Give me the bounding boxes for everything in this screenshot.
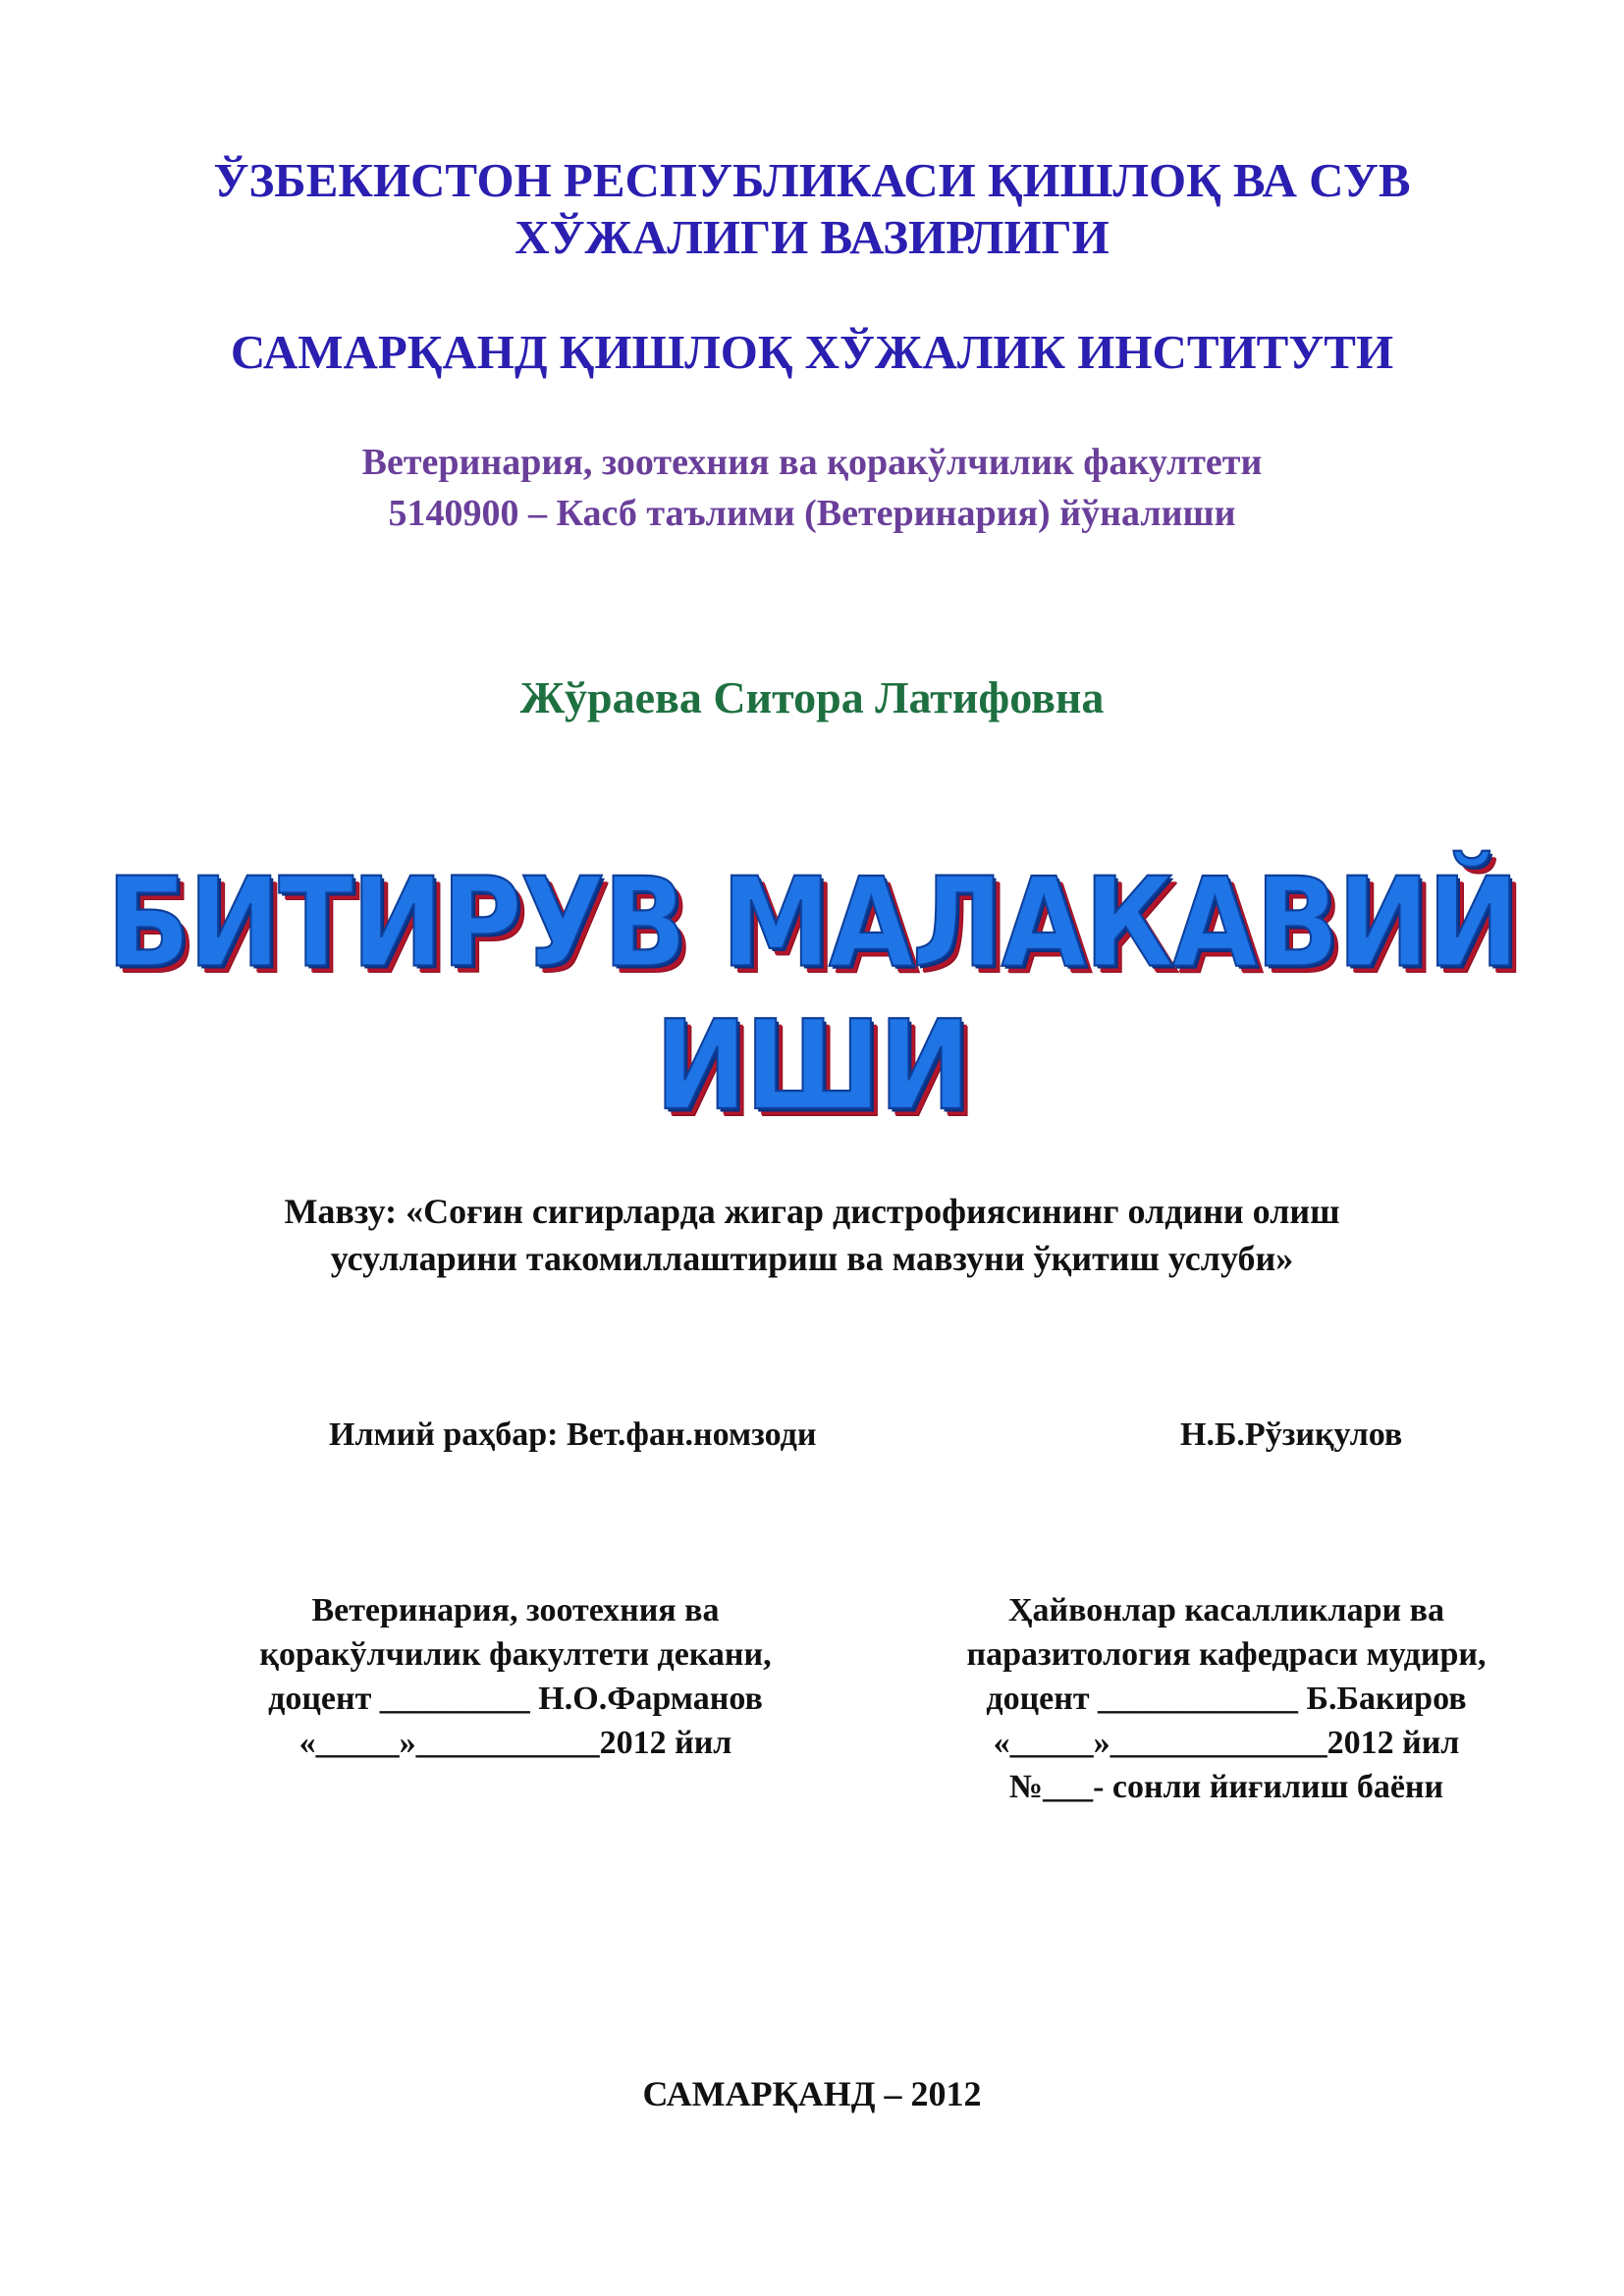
document-title-line-2: ИШИ	[655, 994, 969, 1139]
department-head-line-3: доцент ____________ Б.Бакиров	[986, 1681, 1467, 1717]
ministry-heading	[0, 152, 1624, 266]
city-year: САМАРҚАНД – 2012	[642, 2074, 982, 2113]
institute-heading: САМАРҚАНД ҚИШЛОҚ ХЎЖАЛИК ИНСТИТУТИ	[230, 325, 1394, 379]
document-title-line-1: БИТИРУВ МАЛАКАВИЙ	[106, 852, 1518, 995]
department-head-line-4: «_____»_____________2012 йил	[993, 1725, 1460, 1761]
faculty-line-1: Ветеринария, зоотехния ва қоракўлчилик факултети	[361, 442, 1263, 483]
department-head-signature-block	[873, 1588, 1580, 1809]
topic-line-2: усулларини такомиллаштириш ва мавзуни ўқитиш услуби»	[330, 1239, 1294, 1278]
dean-line-1: Ветеринария, зоотехния ва	[311, 1592, 720, 1629]
supervisor-role: Илмий раҳбар: Вет.фан.номзоди	[329, 1416, 817, 1453]
faculty-line-2: 5140900 – Касб таълими (Ветеринария) йўналиши	[388, 493, 1236, 534]
dean-line-4: «_____»___________2012 йил	[298, 1725, 732, 1761]
dean-signature-block	[162, 1588, 869, 1765]
department-head-line-1: Ҳайвонлар касалликлари ва	[1008, 1592, 1444, 1629]
document-title	[0, 852, 1624, 1138]
supervisor-name: Н.Б.Рўзиқулов	[1180, 1416, 1403, 1453]
ministry-line-2: ХЎЖАЛИГИ ВАЗИРЛИГИ	[514, 210, 1110, 264]
author-name: Жўраева Ситора Латифовна	[519, 672, 1105, 722]
topic	[0, 1188, 1624, 1282]
faculty-heading	[0, 437, 1624, 539]
topic-line-1: Мавзу: «Соғин сигирларда жигар дистрофиясининг олдини олиш	[284, 1192, 1340, 1231]
department-head-line-5: №___- сонли йиғилиш баёни	[1008, 1769, 1444, 1805]
dean-line-3: доцент _________ Н.О.Фарманов	[268, 1681, 763, 1717]
department-head-line-2: паразитология кафедраси мудири,	[966, 1636, 1487, 1673]
dean-line-2: қоракўлчилик факултети декани,	[259, 1636, 772, 1673]
ministry-line-1: ЎЗБЕКИСТОН РЕСПУБЛИКАСИ ҚИШЛОҚ ВА СУВ	[213, 153, 1411, 207]
